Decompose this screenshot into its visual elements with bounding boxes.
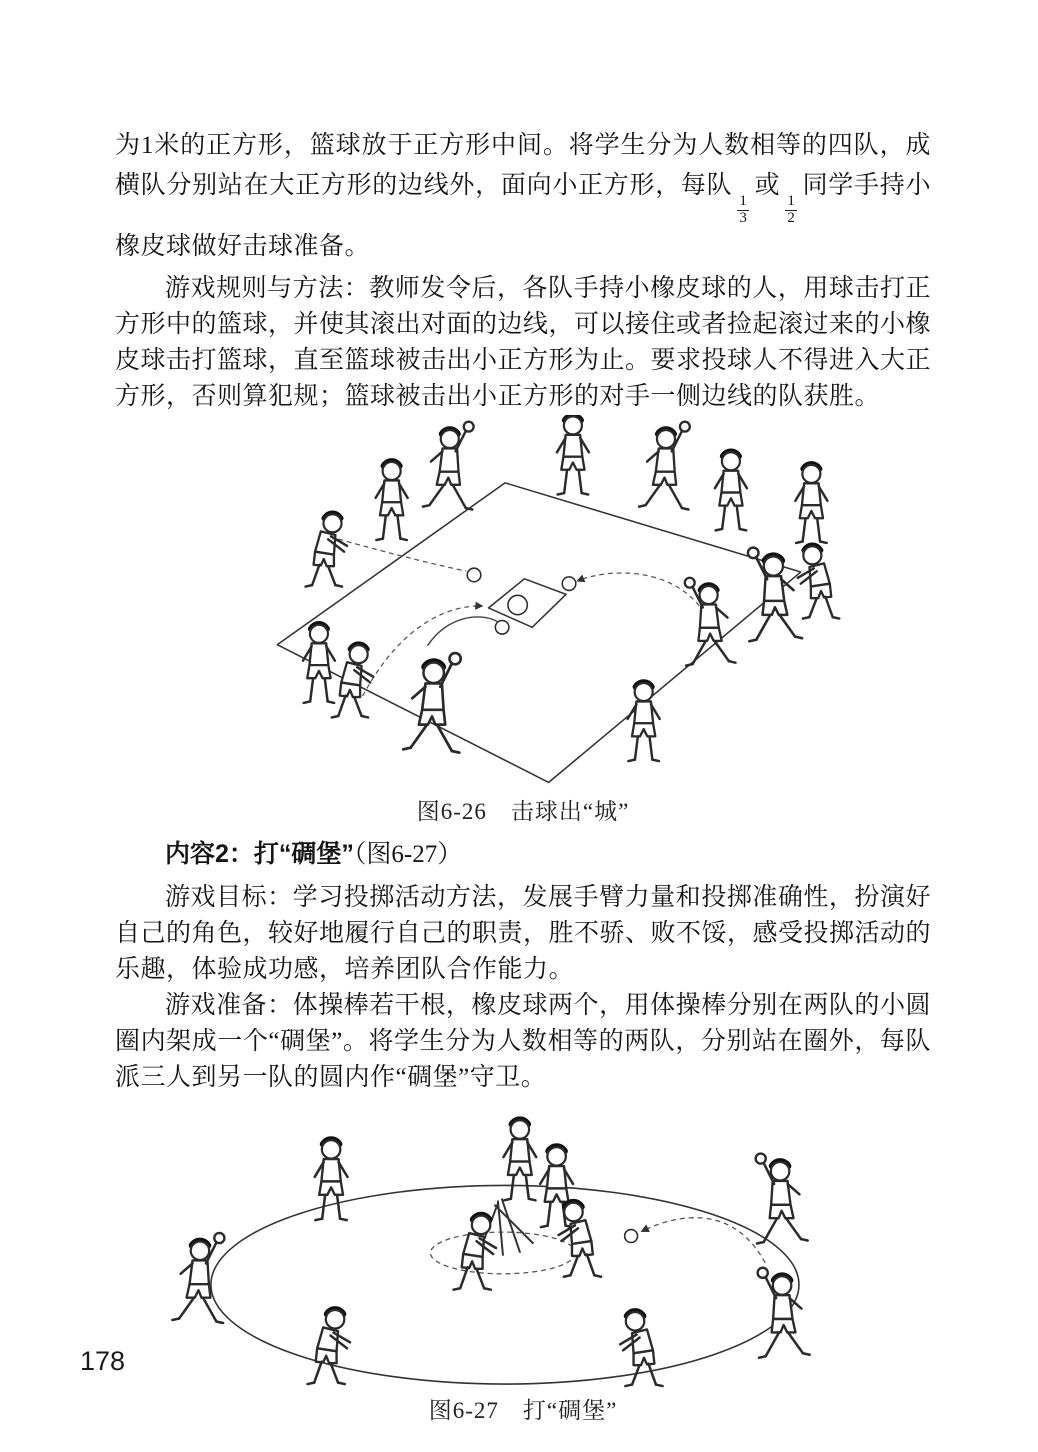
player-figure — [798, 545, 839, 618]
paragraph-game-preparation: 游戏准备：体操棒若干根，橡皮球两个，用体操棒分别在两队的小圆圈内架成一个“碉堡”。将学生分为人数相等的两队，分别站在圈外，每队派三人到另一队的圆内作“碉堡”守卫。 — [115, 991, 931, 1091]
paragraph-game-goal: 游戏目标：学习投掷活动方法，发展手臂力量和投掷准确性，扮演好自己的角色，较好地履行自己的职责，胜不骄、败不馁，感受投掷活动的乐趣，体验成功感，培养团队合作能力。 — [115, 883, 932, 983]
players-figure-6-27 — [172, 1119, 809, 1386]
section-heading-content2 — [115, 835, 931, 874]
player-figure — [403, 653, 461, 753]
ball-trajectory — [625, 1217, 766, 1262]
bunker-area — [430, 1199, 575, 1274]
player-figure — [756, 1153, 808, 1243]
figure-6-26-caption: 图6-26 击球出“城” — [416, 798, 630, 824]
player-figure — [557, 415, 589, 494]
heading-figure-ref: （图6-27） — [353, 840, 463, 868]
player-figure — [795, 464, 827, 543]
rubber-ball — [625, 1229, 638, 1242]
figure-6-27-caption: 图6-27 打“碉堡” — [428, 1397, 618, 1423]
paragraph-text: 同学手持小橡皮球做好击球准备。 — [115, 172, 931, 260]
paragraph-text: 或 — [754, 172, 781, 199]
basketball — [508, 595, 527, 614]
player-figure — [332, 644, 373, 717]
player-figure — [715, 451, 747, 530]
rubber-ball — [562, 576, 576, 590]
player-figure — [559, 1201, 601, 1276]
player-figure — [308, 1309, 350, 1384]
player-figure — [423, 421, 474, 509]
figure-6-27 — [115, 1096, 931, 1426]
page-content — [115, 126, 931, 1426]
page-number: 178 — [80, 1346, 126, 1376]
figure-6-26 — [115, 415, 931, 827]
paragraph-text: 为1米的正方形，篮球放于正方形中间。将学生分为人数相等的四队，成横队分别站在大正方形的边线外，面向小正方形，每队 — [115, 132, 931, 199]
player-figure — [503, 1119, 536, 1200]
player-figure — [454, 1214, 496, 1289]
rubber-ball — [467, 568, 481, 582]
fraction-one-half: $\frac{1}{2}$ — [787, 193, 796, 226]
heading-bold-text: 内容2：打“碉堡” — [165, 839, 354, 868]
paragraph-intro-continuation — [115, 126, 931, 267]
player-figure — [758, 1267, 810, 1357]
player-figure — [376, 461, 408, 540]
player-figure — [748, 547, 802, 641]
figure-6-27-illustration — [145, 1096, 845, 1394]
player-figure — [306, 513, 347, 586]
player-figure — [172, 1232, 224, 1322]
rubber-ball — [495, 620, 509, 634]
player-figure — [639, 421, 690, 509]
figure-6-26-illustration — [265, 415, 843, 795]
player-figure — [303, 623, 335, 702]
player-figure — [685, 577, 736, 665]
fraction-one-third: $\frac{1}{3}$ — [739, 193, 748, 226]
paragraph-game-rules: 游戏规则与方法：教师发令后，各队手持小橡皮球的人，用球击打正方形中的篮球，并使其滚出对面的边线，可以接住或者捡起滚过来的小橡皮球击打篮球，直至篮球被击出小正方形为止。要求投球人不得进入大正方形，否则算犯规；篮球被击出小正方形的对手一侧边线的队获胜。 — [115, 274, 932, 410]
